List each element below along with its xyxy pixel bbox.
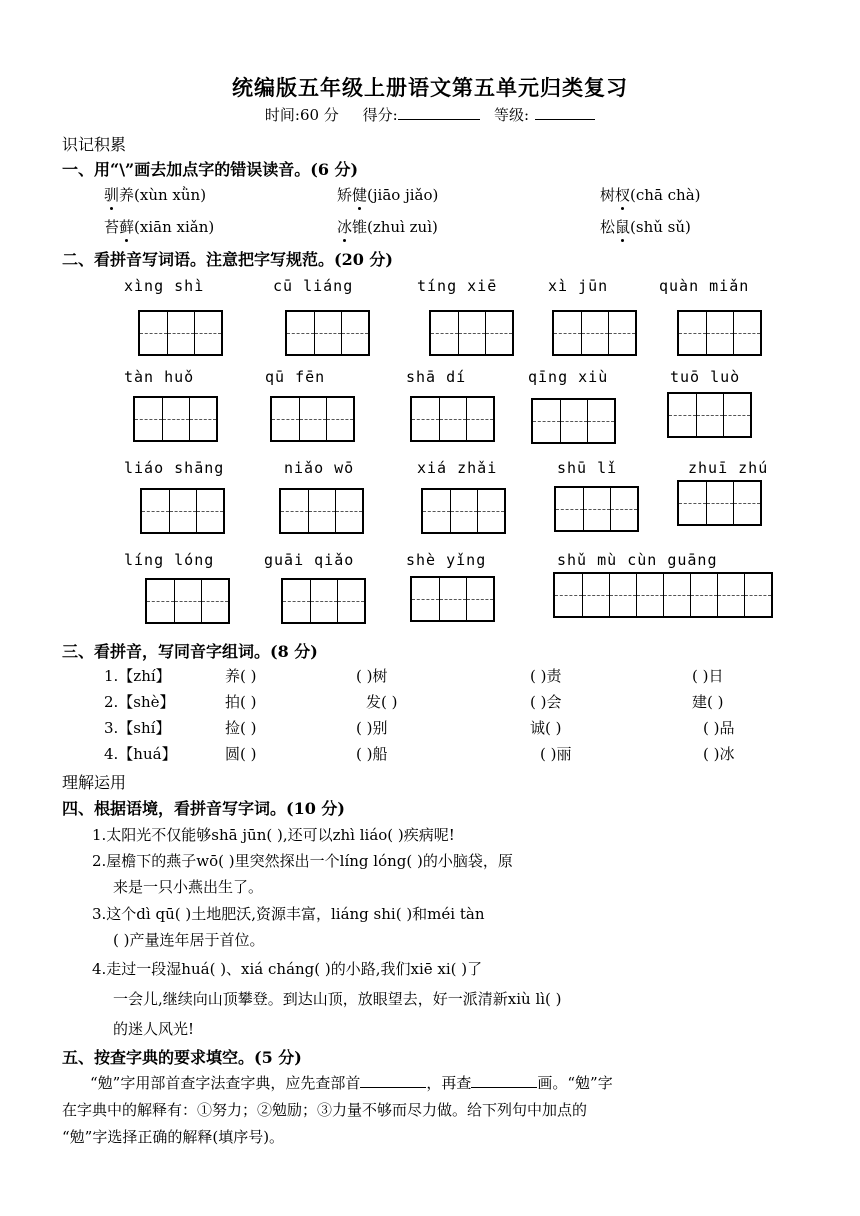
pinyin-label: xiá zhǎi [417, 459, 498, 477]
q2-heading: 二、看拼音写词语。注意把字写规范。(20 分) [62, 250, 393, 269]
pinyin-label: zhuī zhú [688, 459, 769, 477]
pinyin-label: shā dí [406, 368, 467, 386]
writing-grid[interactable] [677, 310, 762, 356]
level-label: 等级: [494, 106, 530, 124]
score-blank[interactable] [398, 119, 480, 120]
q3-blank[interactable]: 拍( ) [225, 693, 257, 711]
q4-heading: 四、根据语境，看拼音写字词。(10 分) [62, 799, 345, 818]
q3-blank[interactable]: ( )冰 [703, 745, 735, 763]
pinyin-label: cū liáng [273, 277, 354, 295]
writing-grid[interactable] [285, 310, 370, 356]
writing-grid[interactable] [145, 578, 230, 624]
pinyin-label: quàn miǎn [659, 277, 750, 295]
section-part-a: 识记积累 [62, 135, 127, 154]
q4-line: 来是一只小燕出生了。 [113, 878, 264, 896]
q1-item[interactable]: 冰锥(zhuì zuì) [337, 218, 438, 236]
pinyin-label: guāi qiǎo [264, 551, 355, 569]
pinyin-label: xìng shì [124, 277, 205, 295]
writing-grid[interactable] [531, 398, 616, 444]
q4-line[interactable]: 2.屋檐下的燕子wō( )里突然探出一个líng lóng( )的小脑袋，原 [92, 852, 513, 870]
writing-grid[interactable] [281, 578, 366, 624]
pinyin-label: shū lǐ [557, 459, 618, 477]
pinyin-label: qū fēn [265, 368, 326, 386]
exam-info [0, 104, 860, 125]
q3-blank[interactable]: ( )日 [692, 667, 724, 685]
q5-line: “勉”字选择正确的解释(填序号)。 [62, 1128, 285, 1146]
writing-grid[interactable] [133, 396, 218, 442]
pinyin-label: xì jūn [548, 277, 609, 295]
q3-blank[interactable]: 建( ) [692, 693, 724, 711]
pinyin-label: tuō luò [670, 368, 741, 386]
page-title: 统编版五年级上册语文第五单元归类复习 [232, 75, 628, 100]
q3-blank[interactable]: ( )会 [530, 693, 562, 711]
writing-grid[interactable] [140, 488, 225, 534]
radical-blank[interactable] [360, 1087, 426, 1088]
q3-blank[interactable]: 发( ) [366, 693, 398, 711]
time-label: 时间:60 分 [264, 106, 339, 124]
writing-grid[interactable] [410, 576, 495, 622]
q3-blank[interactable]: ( )船 [356, 745, 388, 763]
q5-line: “勉”字用部首查字法查字典，应先查部首 ，再查 画。“勉”字 [90, 1074, 613, 1092]
q1-heading: 一、用“\”画去加点字的错误读音。(6 分) [62, 160, 359, 179]
writing-grid[interactable] [667, 392, 752, 438]
q4-line[interactable]: 一会儿,继续向山顶攀登。到达山顶，放眼望去，好一派清新xiù lì( ) [113, 990, 562, 1008]
level-blank[interactable] [535, 119, 595, 120]
writing-grid[interactable] [554, 486, 639, 532]
section-part-b: 理解运用 [62, 773, 127, 792]
q4-line[interactable]: 4.走过一段湿huá( )、xiá cháng( )的小路,我们xiē xi( )了 [92, 960, 483, 978]
writing-grid[interactable] [553, 572, 773, 618]
q3-row-label: 4.【huá】 [104, 745, 177, 763]
strokes-blank[interactable] [471, 1087, 537, 1088]
q3-blank[interactable]: 诚( ) [530, 719, 562, 737]
q3-blank[interactable]: 捡( ) [225, 719, 257, 737]
q3-heading: 三、看拼音，写同音字组词。(8 分) [62, 642, 318, 661]
pinyin-label: tíng xiē [417, 277, 498, 295]
q4-line: 的迷人风光! [113, 1020, 195, 1038]
q4-line[interactable]: 3.这个dì qū( )土地肥沃,资源丰富，liáng shi( )和méi tàn [92, 905, 485, 923]
q3-blank[interactable]: 圆( ) [225, 745, 257, 763]
q3-row-label: 1.【zhí】 [104, 667, 171, 685]
q4-line[interactable]: 1.太阳光不仅能够shā jūn( ),还可以zhì liáo( )疾病呢! [92, 826, 455, 844]
q3-blank[interactable]: ( )别 [356, 719, 388, 737]
pinyin-label: shè yǐng [406, 551, 487, 569]
q1-item[interactable]: 松鼠(shǔ sǔ) [600, 218, 691, 236]
q1-item[interactable]: 驯养(xùn xǜn) [104, 186, 207, 204]
pinyin-label: liáo shāng [124, 459, 225, 477]
writing-grid[interactable] [279, 488, 364, 534]
writing-grid[interactable] [677, 480, 762, 526]
pinyin-label: niǎo wō [284, 459, 355, 477]
q3-blank[interactable]: ( )责 [530, 667, 562, 685]
q1-item[interactable]: 矫健(jiāo jiǎo) [337, 186, 439, 204]
writing-grid[interactable] [410, 396, 495, 442]
q1-item[interactable]: 树杈(chā chà) [600, 186, 701, 204]
writing-grid[interactable] [270, 396, 355, 442]
writing-grid[interactable] [552, 310, 637, 356]
q3-row-label: 3.【shí】 [104, 719, 171, 737]
q1-item[interactable]: 苔藓(xiān xiǎn) [104, 218, 215, 236]
pinyin-label: tàn huǒ [124, 368, 195, 386]
pinyin-label: líng lóng [124, 551, 215, 569]
q3-blank[interactable]: ( )树 [356, 667, 388, 685]
writing-grid[interactable] [138, 310, 223, 356]
q5-heading: 五、按查字典的要求填空。(5 分) [62, 1048, 302, 1067]
score-label: 得分: [362, 106, 398, 124]
q3-row-label: 2.【shè】 [104, 693, 175, 711]
writing-grid[interactable] [429, 310, 514, 356]
pinyin-label: shǔ mù cùn guāng [557, 551, 718, 569]
q5-line: 在字典中的解释有：①努力；②勉励；③力量不够而尽力做。给下列句中加点的 [62, 1101, 588, 1119]
q3-blank[interactable]: ( )丽 [540, 745, 572, 763]
pinyin-label: qīng xiù [528, 368, 609, 386]
q3-blank[interactable]: ( )品 [703, 719, 735, 737]
writing-grid[interactable] [421, 488, 506, 534]
q4-line[interactable]: ( )产量连年居于首位。 [113, 931, 265, 949]
q3-blank[interactable]: 养( ) [225, 667, 257, 685]
